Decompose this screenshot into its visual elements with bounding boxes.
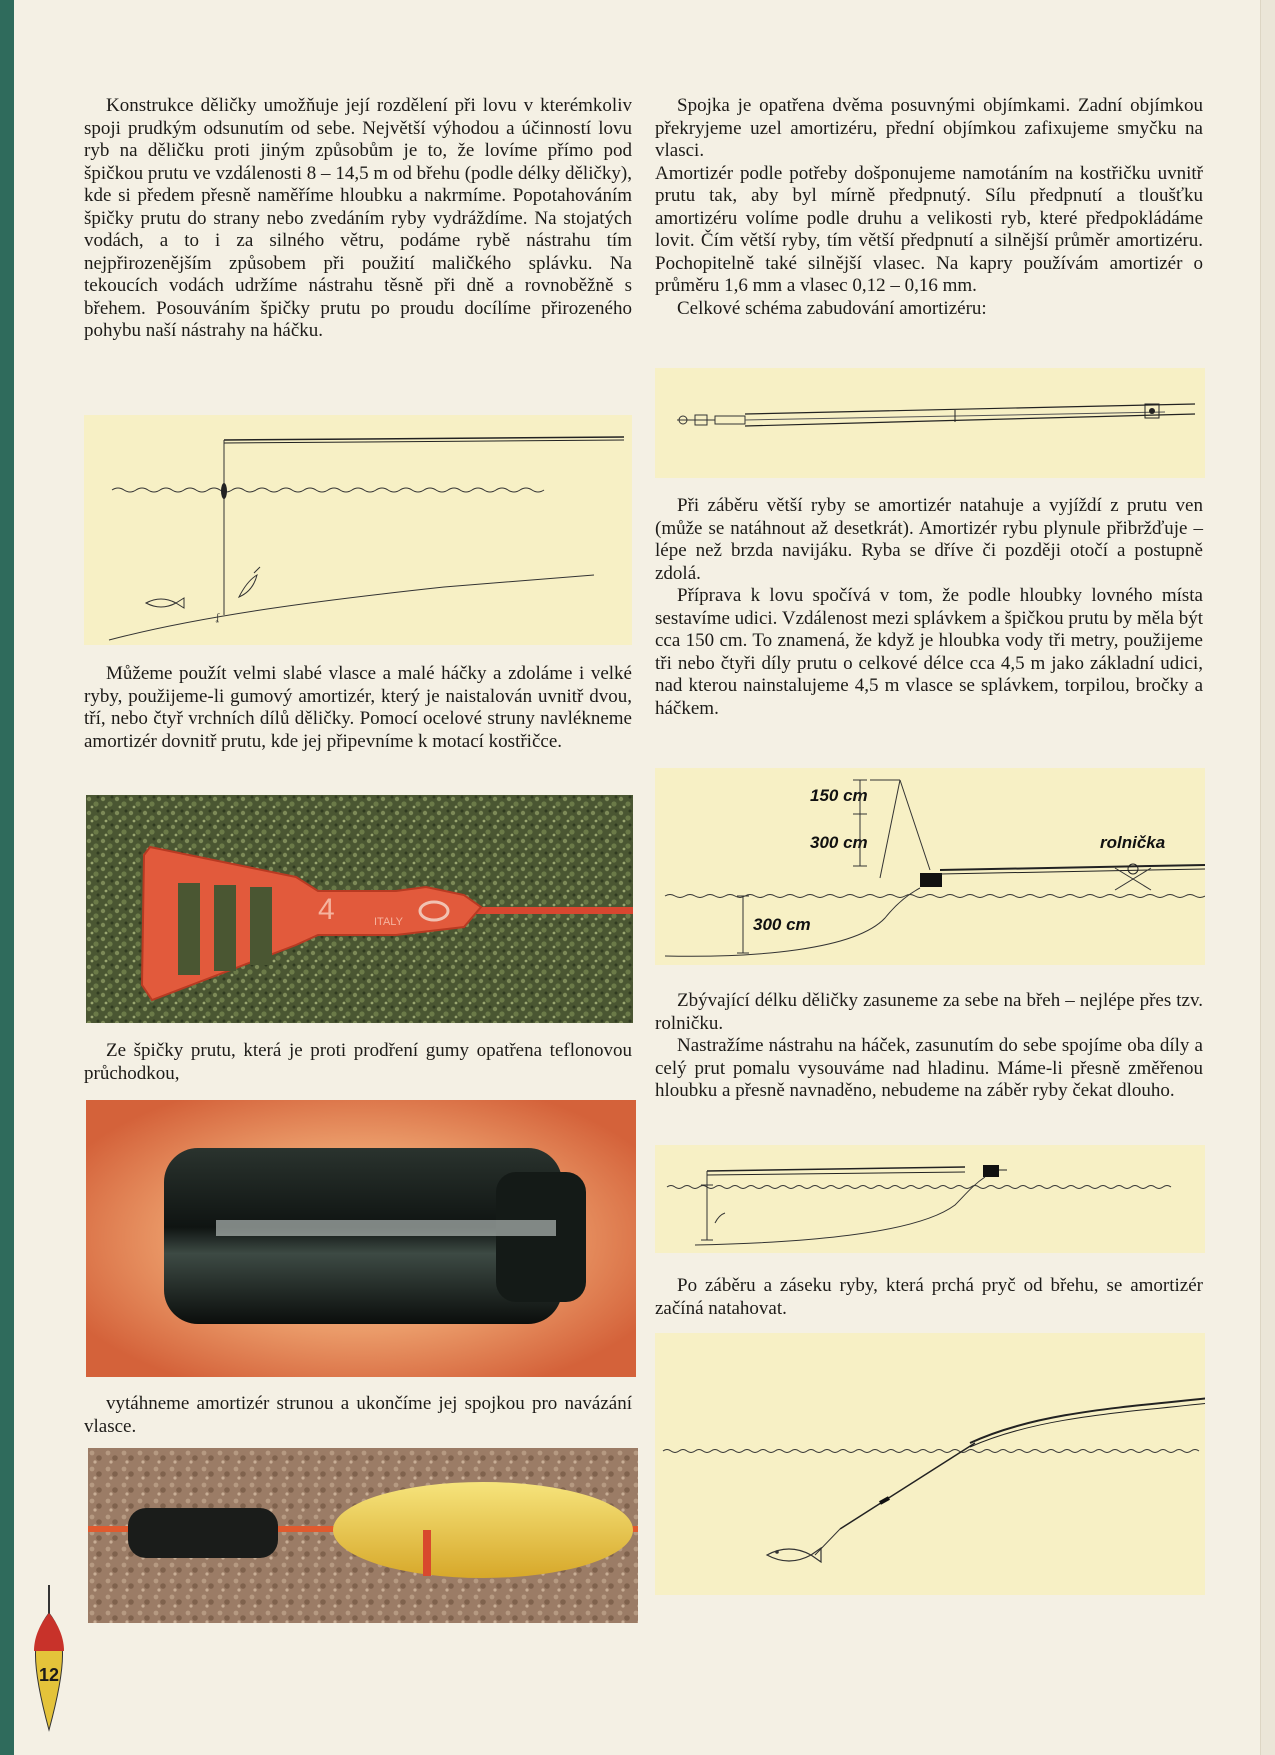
photo-red-reel [86,795,633,1023]
red-reel-svg [86,795,633,1023]
left-text-block-4 [84,1393,632,1438]
fish-icon [146,598,184,608]
hook-icon-2 [715,1213,725,1223]
left-paragraph-1: Konstrukce děličky umožňuje její rozdělení při lovu v kterémkoliv spoji prudkým odsunutím od sebe. Největší výhodou a účinností lovu ryb na děličku proti jiným způsobům je to, že lovíme přímo pod špičkou prutu ve vzdálenosti 8 – 14,5 m od břehu (podle délky děličky), kde si předem přesně naměříme hloubku a nakrmíme. Popotahováním špičky prutu do strany nebo zvedáním ryby vydráždíme. Na stojatých vodách, a to i za silného větru, podáme rybě nástrahu tím nejpřirozenějším způsobem při použití maličkého splávku. Na tekoucích vodách udržíme nástrahu těsně při dně a rovnoběžně s břehem. Posouváním špičky prutu po proudu docílíme přirozeného pohybu naší nástrahy na háčku. [84,95,632,341]
right-paragraph-4: Při záběru větší ryby se amortizér natahuje a vyjíždí z prutu ven (může se natáhnout až desetkrát). Amortizér rybu plynule přibržďuje – lépe než brzda navijáku. Ryba se dříve či později otočí a postupně zdolá. [655,495,1203,584]
depth-setup-svg [655,768,1205,965]
hook-icon: ʆ [216,612,220,623]
yellow-float [333,1482,633,1578]
photo-connector-float [88,1448,638,1623]
diagram-rod-tip-float [84,415,632,645]
right-paragraph-2: Amortizér podle potřeby došponujeme namotáním na kostřičku uvnitř prutu tak, aby byl mírně předpnutý. Sílu předpnutí a tloušťku amortizéru volíme podle druhu a velikosti ryb, které předpokládáme lovit. Čím větší ryby, tím větší předpnutí a silnější průměr amortizéru. Pochopitelně také silnější vlasec. Na kapry používám amortizér o průměru 1,6 mm a vlasec 0,12 – 0,16 mm. [655,162,1203,296]
right-text-block-3 [655,990,1203,1103]
rod-over-water-svg [655,1145,1205,1253]
left-paragraph-4: vytáhneme amortizér strunou a ukončíme jej spojkou pro navázání vlasce. [84,1393,632,1437]
right-paragraph-6: Zbývající délku děličky zasuneme za sebe na břeh – nejlépe přes tzv. rolničku. [655,990,1203,1034]
fish-icon-3 [767,1548,821,1562]
reel-mark-italy: ITALY [374,916,403,928]
diagram-fish-running [655,1333,1205,1595]
rod-line [224,437,624,440]
connector-svg [88,1448,638,1623]
ferrule-svg [86,1100,636,1377]
reel-slot-1 [178,883,200,975]
black-connector [128,1508,278,1558]
left-text-block-1 [84,95,632,343]
reel-slot-3 [250,887,272,965]
right-paragraph-8: Po záběru a záseku ryby, která prchá pryč od břehu, se amortizér začíná natahovat. [655,1275,1203,1319]
fish-running-svg [655,1333,1205,1595]
reel-slot-2 [214,885,236,971]
label-rolnicka: rolnička [1100,833,1166,852]
right-text-block-2 [655,495,1203,720]
label-300cm-top: 300 cm [810,833,868,852]
left-text-block-3 [84,1040,632,1085]
water-surface [112,488,544,492]
rod-tip-diagram-svg [84,415,632,645]
rod-line-2 [224,440,624,443]
float-mark [423,1530,431,1576]
right-paragraph-1: Spojka je opatřena dvěma posuvnými objímkami. Zadní objímkou překryjeme uzel amortizéru, přední objímkou zafixujeme smyčku na vlasci. [655,95,1203,161]
ferrule-highlight [216,1220,556,1236]
diagram-depth-setup [655,768,1205,965]
river-bed [109,575,594,640]
page-number-float-icon [24,1585,74,1735]
left-text-block-2 [84,663,632,753]
fish-icon-2 [239,567,260,597]
page-number: 12 [38,1665,60,1685]
ferrule-tip [496,1172,586,1302]
right-paragraph-3: Celkové schéma zabudování amortizéru: [677,297,987,319]
reel-block [920,873,942,887]
reel-block-2 [983,1165,999,1177]
right-text-block-1 [655,95,1203,320]
right-text-block-4 [655,1275,1203,1320]
page-edge-right [1260,0,1275,1755]
left-paragraph-2: Můžeme použít velmi slabé vlasce a malé háčky a zdoláme i velké ryby, použijeme-li gumový amortizér, který je naistalován uvnitř dvou, tří, nebo čtyř vrchních dílů děličky. Pomocí ocelové struny navlékneme amortizér dovnitř prutu, kde jej připevníme k motací kostřičce. [84,663,632,752]
label-300cm-bottom: 300 cm [753,915,811,934]
reel-mark-4: 4 [318,893,335,926]
diagram-amortizer-schema [655,368,1205,478]
amortizer-schema-svg [655,368,1205,478]
photo-black-ferrule [86,1100,636,1377]
float-marker [221,483,227,499]
diagram-rod-over-water [655,1145,1205,1253]
right-paragraph-5: Příprava k lovu spočívá v tom, že podle hloubky lovného místa sestavíme udici. Vzdálenost mezi splávkem a špičkou prutu by měla být cca 150 cm. To znamená, že když je hloubka vody tři metry, použijeme tři nebo čtyři díly prutu o celkové délce cca 4,5 m jako základní udici, nad kterou nainstalujeme 4,5 m vlasce se splávkem, torpilou, bročky a háčkem. [655,585,1203,719]
left-paragraph-3: Ze špičky prutu, která je proti prodření gumy opatřena teflonovou průchodkou, [84,1040,632,1084]
right-paragraph-7: Nastražíme nástrahu na háček, zasunutím do sebe spojíme oba díly a celý prut pomalu vysouváme nad hladinu. Máme-li přesně změřenou hloubku a přesně navnaděno, nebudeme na záběr ryby čekat dlouho. [655,1035,1203,1101]
page-edge-left [0,0,14,1755]
label-150cm: 150 cm [810,786,868,805]
